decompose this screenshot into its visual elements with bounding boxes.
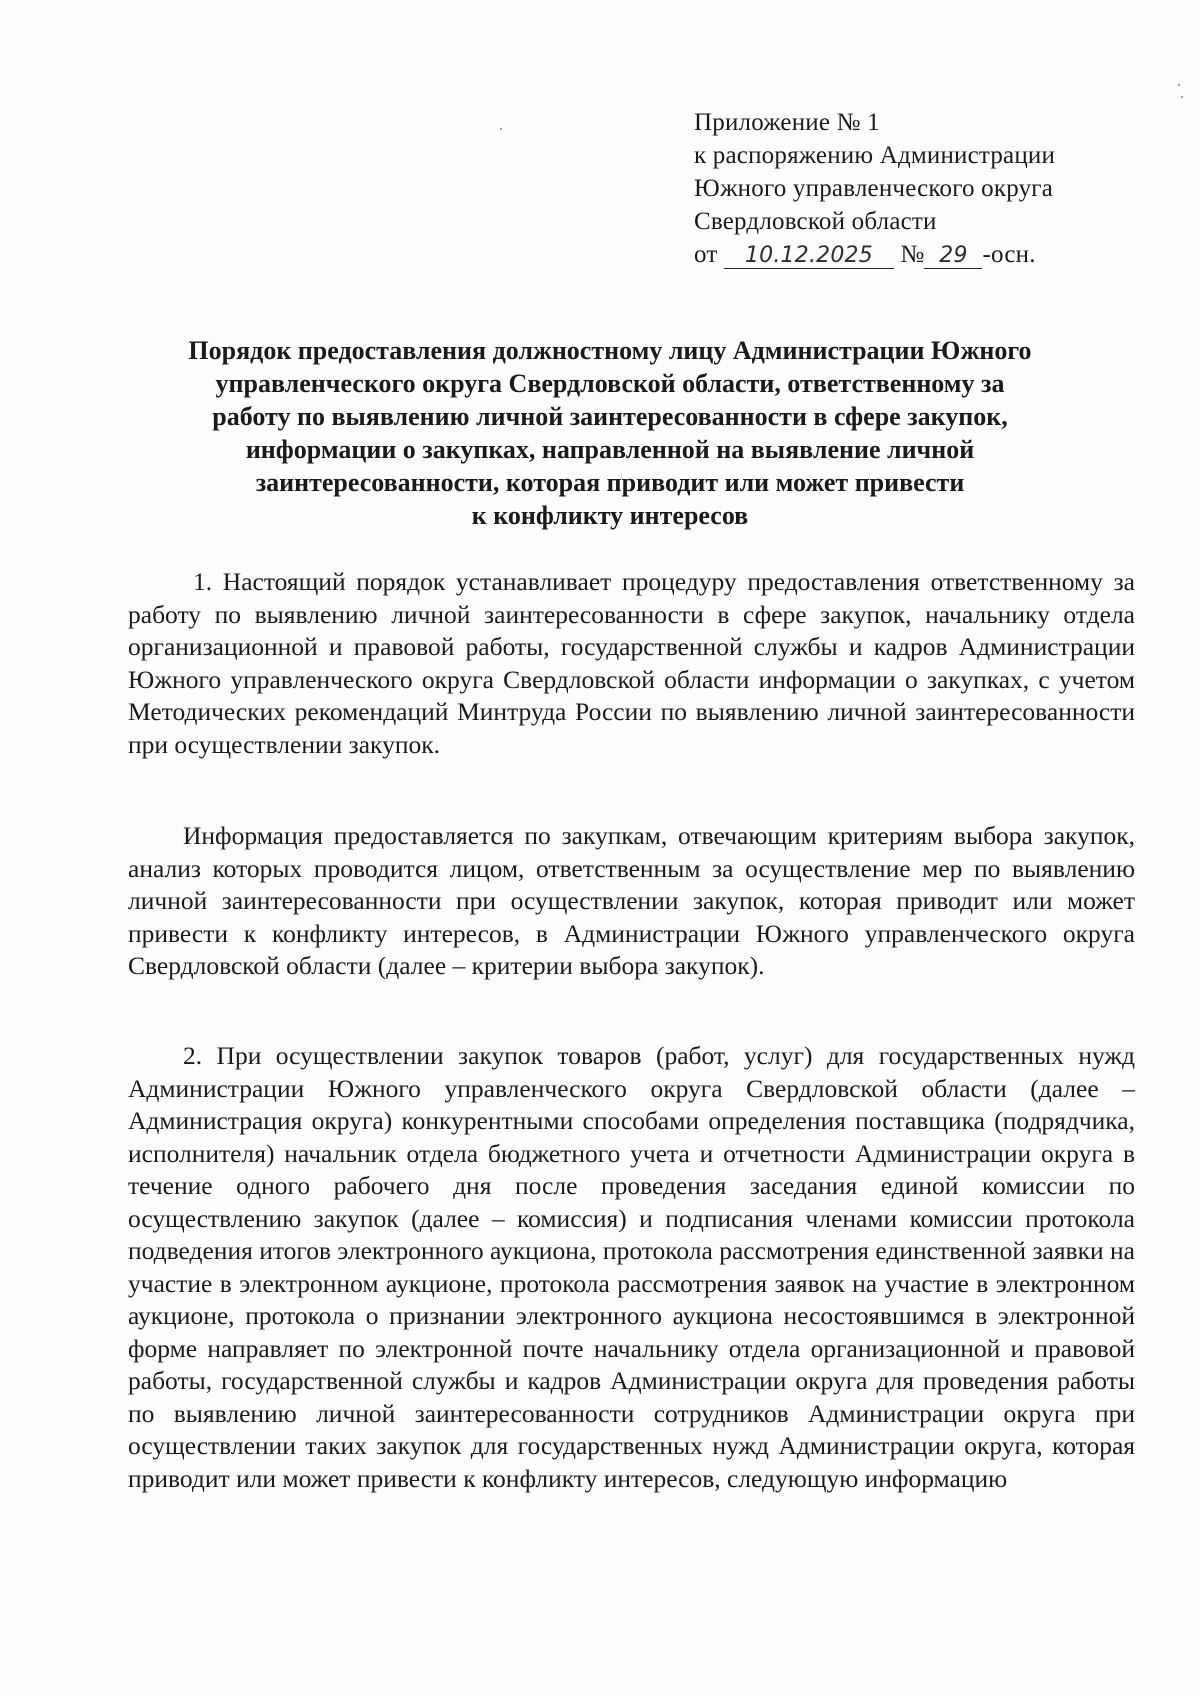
approval-line-1: Приложение № 1 [694,109,880,136]
paragraph-3 [128,1040,1135,1495]
title-line-4: информации о закупках, направленной на выявление личной [245,435,975,464]
approval-line-3: Южного управленческого округа [694,175,1054,202]
approval-line-2: к распоряжению Администрации [694,142,1056,169]
approval-suffix: -осн. [982,241,1036,268]
approval-line-5 [694,238,1154,271]
document-title [130,334,1090,532]
paragraph-1 [128,566,1135,761]
title-line-2: управленческого округа Свердловской области, ответственному за [215,369,1005,398]
paragraph-3-text: 2. При осуществлении закупок товаров (работ, услуг) для государственных нужд Администрации Южного управленческого округа Свердловской области (далее – Администрация округа) конкурентными способами определения поставщика (подрядчика, исполнителя) начальник отдела бюджетного учета и отчетности Администрации округа в течение одного рабочего дня после проведения заседания единой комиссии по осуществлению закупок (далее – комиссия) и подписания членами комиссии протокола подведения итогов электронного аукциона, протокола рассмотрения единственной заявки на участие в электронном аукционе, протокола рассмотрения заявок на участие в электронном аукционе, протокола о признании электронного аукциона несостоявшимся в электронной форме направляет по электронной почте начальнику отдела организационной и правовой работы, государственной службы и кадров Администрации округа для проведения работы по выявлению личной заинтересованности сотрудников Администрации округа при осуществлении таких закупок для государственных нужд Администрации округа, которая приводит или может привести к конфликту интересов, следующую информацию [128,1041,1135,1493]
approval-ot: от [694,241,718,268]
handwritten-date: 10.12.2025 [724,244,894,269]
title-line-6: к конфликту интересов [471,501,749,530]
title-line-5: заинтересованности, которая приводит или может привести [255,468,965,497]
paragraph-2-text: Информация предоставляется по закупкам, отвечающим критериям выбора закупок, анализ которых проводится лицом, ответственным за осуществление мер по выявлению личной заинтересованности при осуществлении закупок, которая приводит или может привести к конфликту интересов, в Администрации Южного управленческого округа Свердловской области (далее – критерии выбора закупок). [128,821,1135,980]
title-line-1: Порядок предоставления должностному лицу Администрации Южного [188,336,1032,365]
scan-speck [1178,84,1180,86]
paragraph-1-text: 1. Настоящий порядок устанавливает процедуру предоставления ответственному за работу по выявлению личной заинтересованности в сфере закупок, начальнику отдела организационной и правовой работы, государственной службы и кадров Администрации Южного управленческого округа Свердловской области информации о закупках, с учетом Методических рекомендаций Минтруда России по выявлению личной заинтересованности при осуществлении закупок. [128,567,1135,759]
approval-line-4: Свердловской области [694,208,937,235]
title-line-3: работу по выявлению личной заинтересованности в сфере закупок, [212,402,1008,431]
approval-block [694,106,1154,271]
number-sign: № [900,241,925,268]
paragraph-2 [128,820,1135,983]
handwritten-number: 29 [924,244,982,269]
scan-speck [1181,96,1183,98]
scan-speck [500,128,502,130]
